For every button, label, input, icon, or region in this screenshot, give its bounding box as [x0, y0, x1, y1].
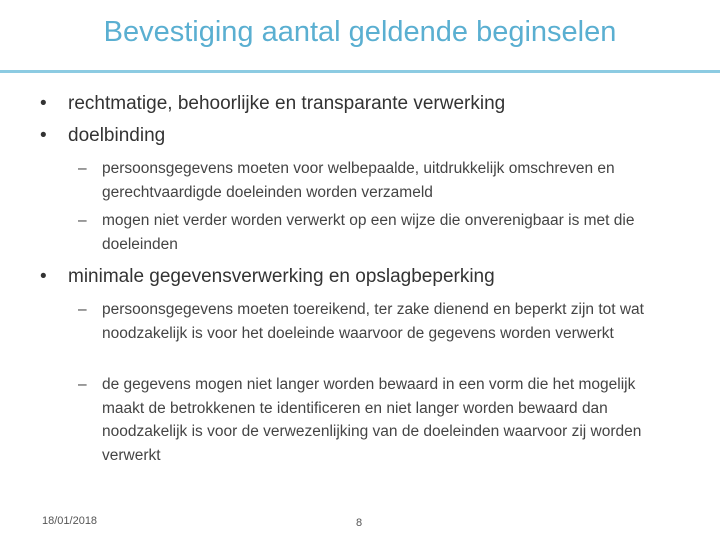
footer-date: 18/01/2018: [42, 515, 98, 527]
bullet-text: minimale gegevensverwerking en opslagbeperking: [68, 266, 495, 287]
dash-mark: –: [78, 212, 87, 229]
sub-text: mogen niet verder worden verwerkt op een wijze die onverenigbaar is met die doeleinden: [102, 212, 635, 253]
sub-item-2-1: [78, 157, 678, 204]
dash-mark: –: [78, 376, 87, 393]
bullet-item-1: [40, 92, 505, 116]
bullet-item-3: [40, 265, 495, 289]
sub-item-3-1: [78, 298, 678, 345]
dash-mark: –: [78, 160, 87, 177]
dash-mark: –: [78, 301, 87, 318]
bullet-text: doelbinding: [68, 125, 166, 146]
bullet-mark: •: [40, 266, 47, 287]
bullet-mark: •: [40, 93, 47, 114]
bullet-text: rechtmatige, behoorlijke en transparante verwerking: [68, 93, 506, 114]
sub-text: persoonsgegevens moeten toereikend, ter zake dienend en beperkt zijn tot wat noodzakelijk is voor het doeleinde waarvoor de gegevens worden verwerkt: [102, 301, 644, 342]
slide-title: Bevestiging aantal geldende beginselen: [103, 16, 617, 48]
bullet-mark: •: [40, 125, 47, 146]
sub-text: de gegevens mogen niet langer worden bewaard in een vorm die het mogelijk maakt de betrokkenen te identificeren en niet langer worden bewaard dan noodzakelijk is voor de verwezenlijking van de doeleinden waarvoor zij worden verwerkt: [102, 376, 642, 464]
sub-item-2-2: [78, 209, 678, 256]
sub-text: persoonsgegevens moeten voor welbepaalde, uitdrukkelijk omschreven en gerechtvaardigde doeleinden worden verzameld: [102, 160, 615, 201]
bullet-item-2: [40, 124, 165, 148]
page-number: 8: [356, 517, 363, 529]
sub-item-3-2: [78, 373, 678, 467]
